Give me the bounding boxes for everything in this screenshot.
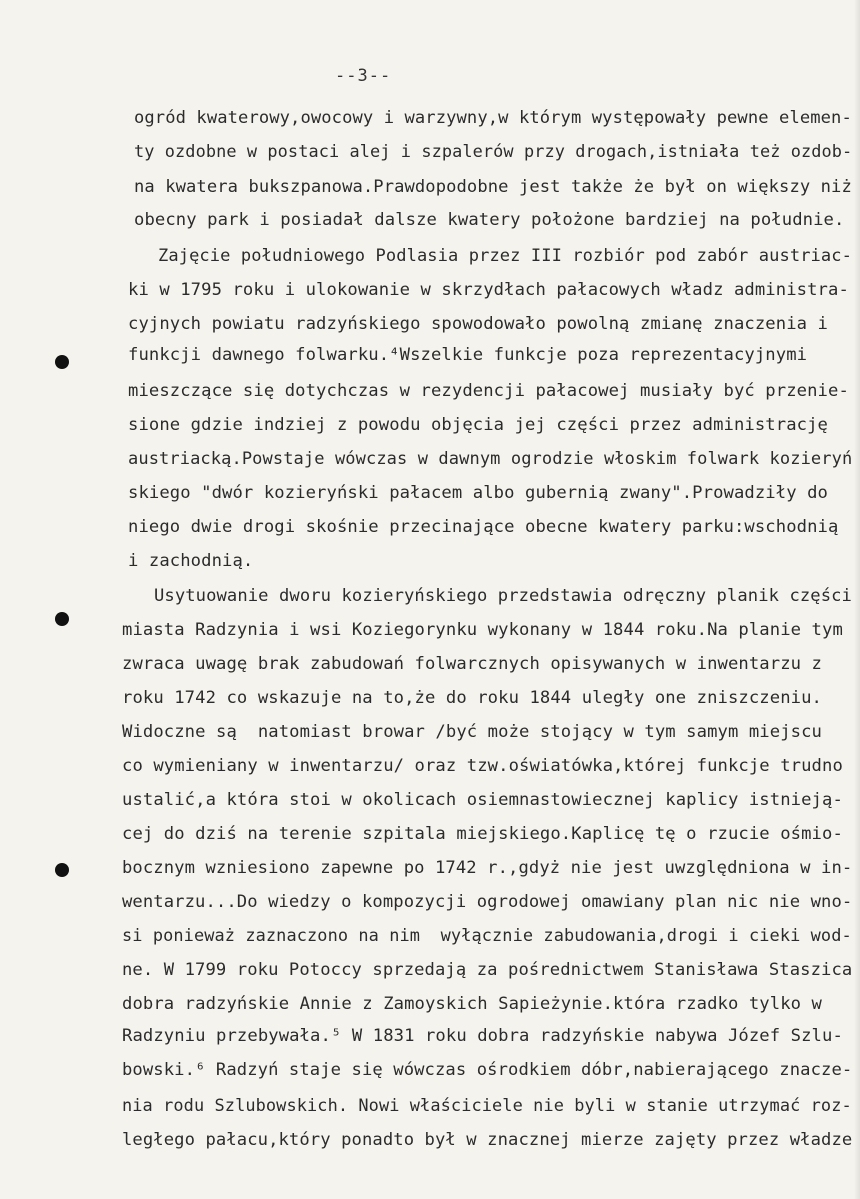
text-line: ległego pałacu,który ponadto był w znacznej mierze zajęty przez władze [122, 1130, 853, 1150]
text-line: mieszczące się dotychczas w rezydencji pałacowej musiały być przenie- [128, 381, 849, 401]
text-line: ustalić,a która stoi w okolicach osiemnastowiecznej kaplicy istnieją- [122, 790, 843, 810]
text-line: si ponieważ zaznaczono na nim wyłącznie zabudowania,drogi i cieki wod- [122, 926, 852, 946]
text-line: dobra radzyńskie Annie z Zamoyskich Sapieżynie.która rzadko tylko w [122, 994, 822, 1014]
punch-hole [55, 863, 69, 877]
text-line: obecny park i posiadał dalsze kwatery położone bardziej na południe. [134, 210, 845, 230]
text-line: roku 1742 co wskazuje na to,że do roku 1844 uległy one zniszczeniu. [122, 688, 822, 708]
text-line: Widoczne są natomiast browar /być może stojący w tym samym miejscu [122, 722, 822, 742]
text-line: cej do dziś na terenie szpitala miejskiego.Kaplicę tę o rzucie ośmio- [122, 824, 843, 844]
punch-hole [55, 355, 69, 369]
text-line: ogród kwaterowy,owocowy i warzywny,w którym występowały pewne elemen- [134, 108, 852, 128]
text-line: i zachodnią. [128, 551, 254, 571]
text-line: co wymieniany w inwentarzu/ oraz tzw.oświatówka,której funkcje trudno [122, 756, 843, 776]
page-number: --3-- [335, 66, 392, 86]
text-line: ki w 1795 roku i ulokowanie w skrzydłach pałacowych władz administra- [128, 280, 849, 300]
text-line: wentarzu...Do wiedzy o kompozycji ogrodowej omawiany plan nic nie wno- [122, 892, 853, 912]
punch-hole [55, 612, 69, 626]
text-line: niego dwie drogi skośnie przecinające obecne kwatery parku:wschodnią [128, 517, 839, 537]
text-line: Usytuowanie dworu kozieryńskiego przedstawia odręczny planik części [154, 586, 852, 606]
text-line: bowski.⁶ Radzyń staje się wówczas ośrodkiem dóbr,nabierającego znacze- [122, 1060, 853, 1080]
text-line: miasta Radzynia i wsi Koziegorynku wykonany w 1844 roku.Na planie tym [122, 620, 843, 640]
text-line: austriacką.Powstaje wówczas w dawnym ogrodzie włoskim folwark kozieryń [128, 449, 853, 469]
text-line: ne. W 1799 roku Potoccy sprzedają za pośrednictwem Stanisława Staszica [122, 960, 853, 980]
text-line: bocznym wzniesiono zapewne po 1742 r.,gdyż nie jest uwzględniona w in- [122, 858, 853, 878]
text-line: funkcji dawnego folwarku.⁴Wszelkie funkcje poza reprezentacyjnymi [128, 345, 808, 365]
text-line: na kwatera bukszpanowa.Prawdopodobne jest także że był on większy niż [134, 177, 852, 197]
text-line: sione gdzie indziej z powodu objęcia jej części przez administrację [128, 415, 828, 435]
text-line: zwraca uwagę brak zabudowań folwarcznych opisywanych w inwentarzu z [122, 654, 822, 674]
text-line: cyjnych powiatu radzyńskiego spowodowało powolną zmianę znaczenia i [128, 314, 828, 334]
text-line: skiego "dwór kozieryński pałacem albo gubernią zwany".Prowadziły do [128, 483, 828, 503]
text-line: Zajęcie południowego Podlasia przez III rozbiór pod zabór austriac- [158, 246, 852, 266]
text-line: ty ozdobne w postaci alej i szpalerów przy drogach,istniała też ozdob- [134, 142, 853, 162]
text-line: nia rodu Szlubowskich. Nowi właściciele nie byli w stanie utrzymać roz- [122, 1096, 852, 1116]
text-line: Radzyniu przebywała.⁵ W 1831 roku dobra radzyńskie nabywa Józef Szlu- [122, 1026, 843, 1046]
page-edge-shadow [854, 0, 860, 1199]
